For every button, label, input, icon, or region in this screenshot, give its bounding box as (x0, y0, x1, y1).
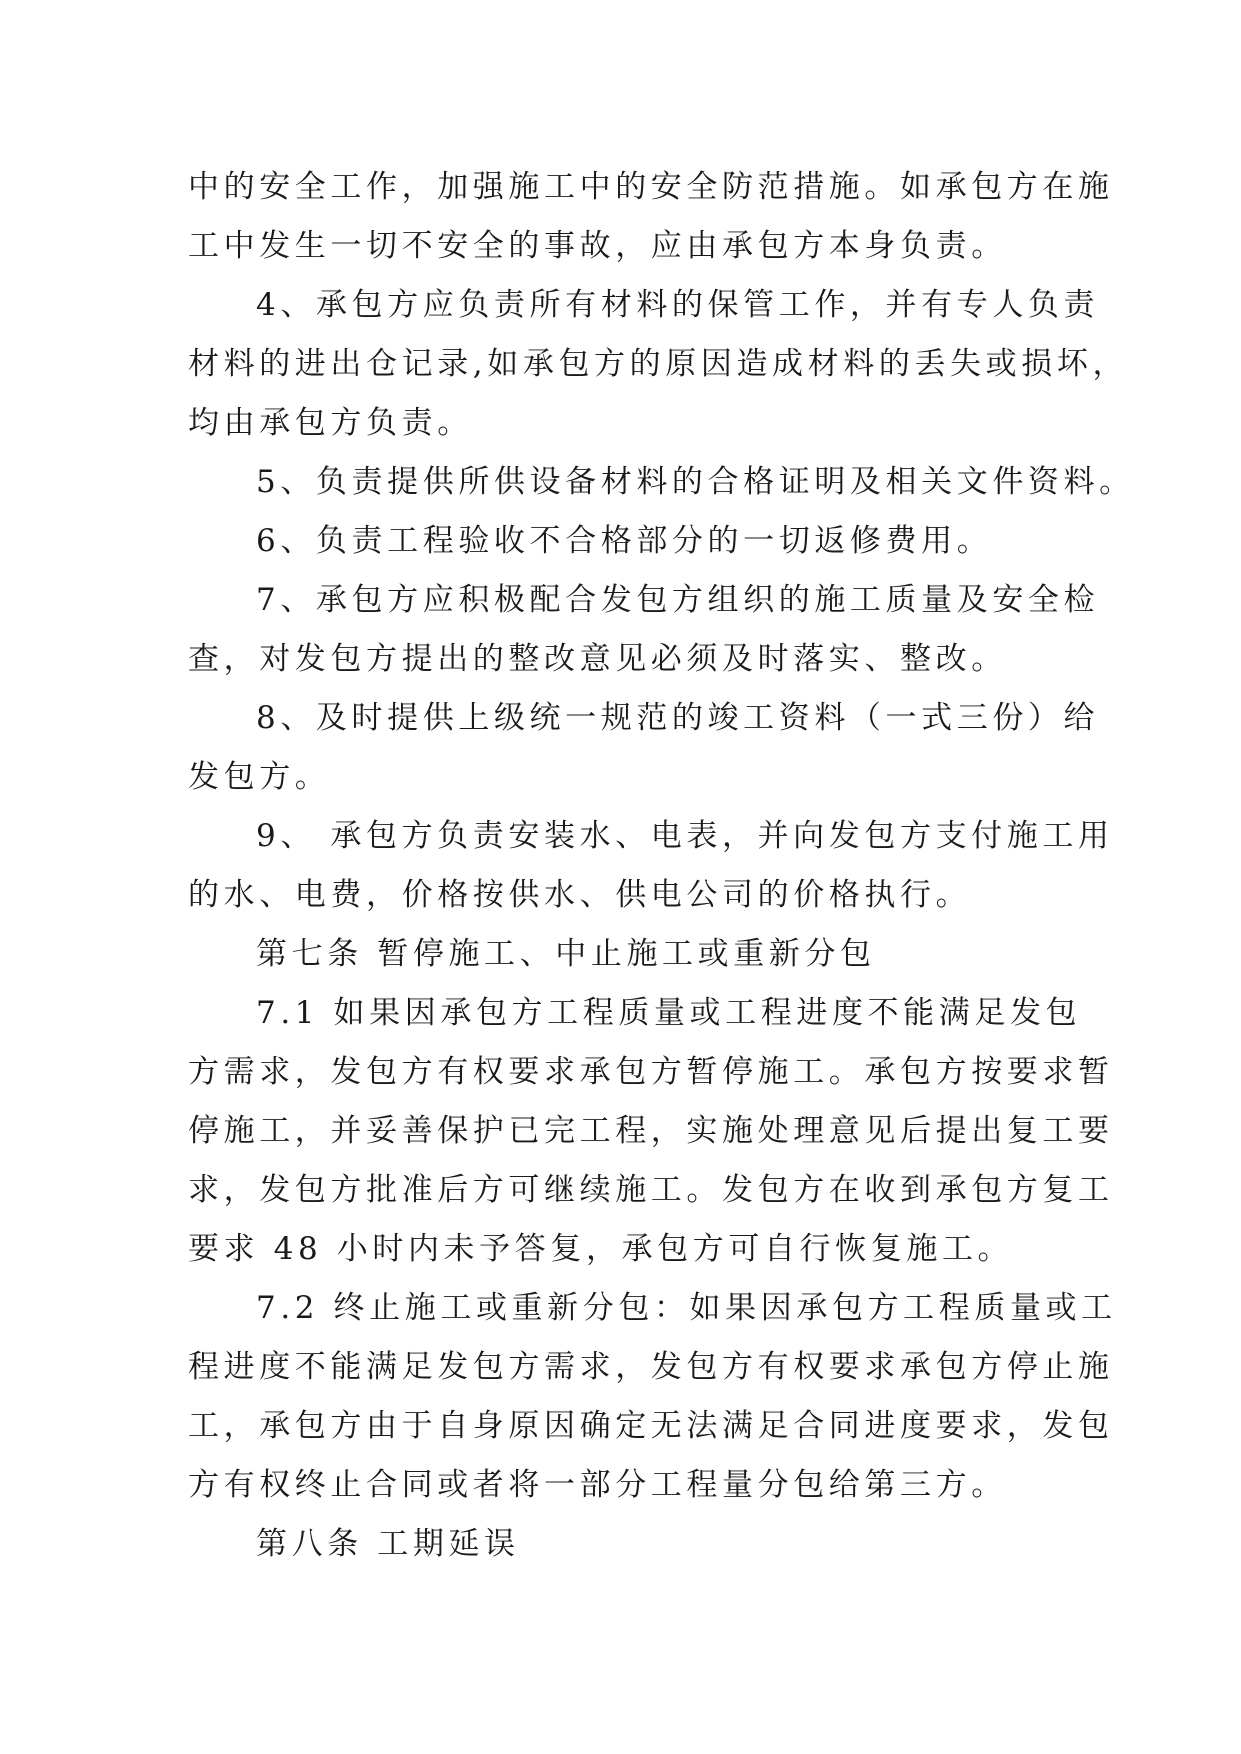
text-line-item-5: 5、负责提供所供设备材料的合格证明及相关文件资料。 (256, 464, 1135, 500)
text-line-item-6: 6、负责工程验收不合格部分的一切返修费用。 (256, 523, 993, 559)
text-line: 要求 48 小时内未予答复，承包方可自行恢复施工。 (188, 1231, 1014, 1267)
text-line: 工中发生一切不安全的事故，应由承包方本身负责。 (188, 228, 1007, 264)
text-line: 材料的进出仓记录,如承包方的原因造成材料的丢失或损坏， (188, 346, 1129, 382)
text-line: 停施工，并妥善保护已完工程，实施处理意见后提出复工要 (188, 1113, 1114, 1149)
text-line-clause-7-1: 7.1 如果因承包方工程质量或工程进度不能满足发包 (256, 995, 1082, 1031)
text-line: 均由承包方负责。 (188, 405, 473, 441)
text-line: 程进度不能满足发包方需求，发包方有权要求承包方停止施 (188, 1349, 1114, 1385)
text-line-item-8: 8、及时提供上级统一规范的竣工资料（一式三份）给 (256, 700, 1100, 736)
text-line: 方有权终止合同或者将一部分工程量分包给第三方。 (188, 1467, 1007, 1503)
text-line: 发包方。 (188, 759, 331, 795)
text-line: 中的安全工作，加强施工中的安全防范措施。如承包方在施 (188, 169, 1114, 205)
text-line: 查，对发包方提出的整改意见必须及时落实、整改。 (188, 641, 1007, 677)
section-heading-article-8: 第八条 工期延误 (256, 1526, 520, 1562)
text-line: 方需求，发包方有权要求承包方暂停施工。承包方按要求暂 (188, 1054, 1114, 1090)
text-line-clause-7-2: 7.2 终止施工或重新分包：如果因承包方工程质量或工 (256, 1290, 1117, 1326)
document-page (188, 158, 1135, 1574)
text-line: 求，发包方批准后方可继续施工。发包方在收到承包方复工 (188, 1172, 1114, 1208)
text-line: 的水、电费，价格按供水、供电公司的价格执行。 (188, 877, 972, 913)
section-heading-article-7: 第七条 暂停施工、中止施工或重新分包 (256, 936, 876, 972)
text-line-item-9: 9、 承包方负责安装水、电表，并向发包方支付施工用 (256, 818, 1114, 854)
text-line-item-7: 7、承包方应积极配合发包方组织的施工质量及安全检 (256, 582, 1100, 618)
text-line: 工，承包方由于自身原因确定无法满足合同进度要求，发包 (188, 1408, 1114, 1444)
text-line-item-4: 4、承包方应负责所有材料的保管工作，并有专人负责 (256, 287, 1100, 323)
